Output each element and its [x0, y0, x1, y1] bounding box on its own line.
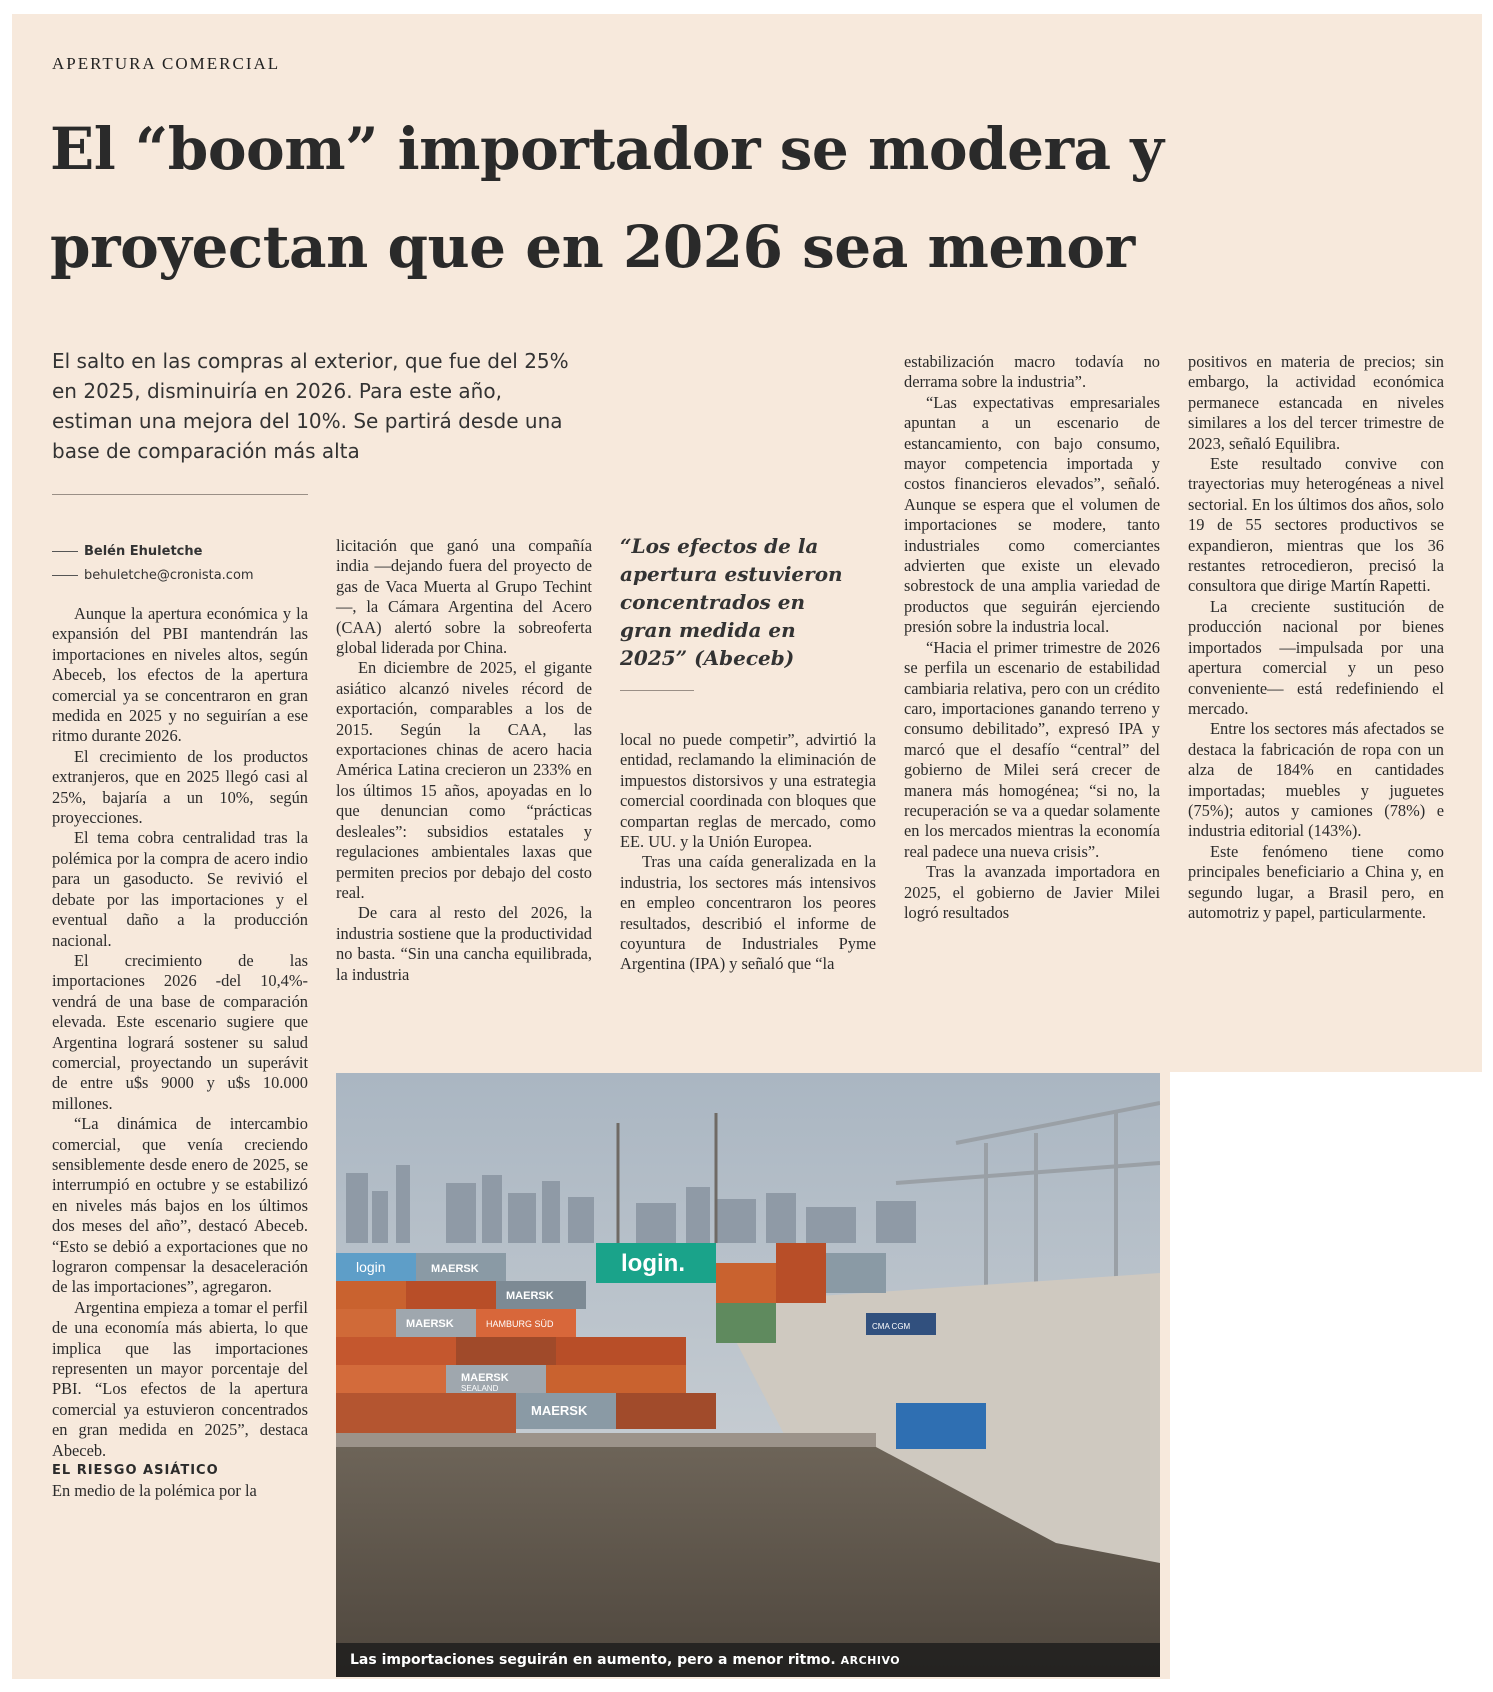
- subheading: EL RIESGO ASIÁTICO: [52, 1463, 219, 1479]
- pull-quote-divider: [620, 690, 694, 691]
- login-logo-small: login: [356, 1259, 386, 1275]
- login-logo-large: login.: [621, 1250, 685, 1277]
- headline: [50, 100, 1430, 296]
- paragraph: Tras una caída generalizada en la industria, los sectores más intensivos en empleo concentraron los peores resultados, describió el informe de coyuntura de Industriales Pyme Argentina (IPA) y señaló que “la: [620, 852, 876, 974]
- paragraph: De cara al resto del 2026, la industria sostiene que la productividad no basta. “Sin una cancha equilibrada, la industria: [336, 903, 592, 984]
- paragraph: “Hacia el primer trimestre de 2026 se perfila un escenario de estabilidad cambiaria relativa, pero con un crédito caro, importaciones ganando terreno y consumo debilitado”, expresó IPA y marcó que el desafío “central” del gobierno de Milei será crecer de manera más homogénea; “si no, la recuperación se va a quedar solamente en los mercados mientras la economía real padece una nueva crisis”.: [904, 637, 1160, 861]
- pull-quote: “Los efectos de la apertura estuvieron concentrados en gran medida en 2025” (Abeceb): [620, 534, 843, 670]
- paragraph: Entre los sectores más afectados se destaca la fabricación de ropa con un alza de 184% en cantidades importadas; muebles y juguetes (75%); autos y camiones (78%) e industria editorial (143%).: [1188, 719, 1444, 841]
- paragraph: “Las expectativas empresariales apuntan a un escenario de estancamiento, con bajo consumo, mayor competencia importada y costos financieros elevados”, señaló. Aunque se espera que el volumen de importaciones se modere, tanto industriales como comerciantes advierten que existe un elevado sobrestock de una amplia variedad de productos que seguirán ejerciendo presión sobre la industria local.: [904, 392, 1160, 637]
- paragraph: Argentina empieza a tomar el perfil de una economía más abierta, lo que implica que las importaciones representen un mayor porcentaje del PBI. “Los efectos de la apertura comercial ya estuvieron concentrados en gran medida en 2025”, destaca Abeceb.: [52, 1297, 308, 1460]
- article-column-2: [336, 536, 592, 985]
- sealand-logo: SEALAND: [461, 1384, 499, 1393]
- blue-container: [896, 1403, 986, 1449]
- photo-caption: [336, 1643, 1160, 1677]
- paragraph: licitación que ganó una compañía india —dejando fuera del proyecto de gas de Vaca Muerta al Grupo Techint—, la Cámara Argentina del Acero (CAA) alertó sobre la sobreoferta global liderada por China.: [336, 536, 592, 658]
- headline-line-1: El “boom” importador se modera y: [50, 115, 1164, 183]
- paragraph: La creciente sustitución de producción nacional por bienes importados —impulsada por una apertura comercial y un peso conveniente— está redefiniendo el mercado.: [1188, 596, 1444, 718]
- byline-dash: [52, 551, 78, 552]
- paragraph: Aunque la apertura económica y la expansión del PBI mantendrán las importaciones en niveles altos, según Abeceb, los efectos de la apertura comercial ya se concentraron en gran medida en 2025 y no seguirían a ese ritmo durante 2026.: [52, 604, 308, 746]
- lead-divider: [52, 494, 308, 495]
- paragraph: El crecimiento de las importaciones 2026 -del 10,4%- vendrá de una base de comparación elevada. Este escenario sugiere que Argentina logrará sostener su salud comercial, proyectando un superávit de entre u$s 9000 y u$s 10.000 millones.: [52, 950, 308, 1113]
- port-photo: [336, 1073, 1160, 1677]
- paragraph: El tema cobra centralidad tras la polémica por la compra de acero indio para un gasoducto. Se revivió el debate por las importaciones y el eventual daño a la producción nacional.: [52, 828, 308, 950]
- paragraph: En medio de la polémica por la: [52, 1481, 257, 1501]
- lead-paragraph: El salto en las compras al exterior, que fue del 25% en 2025, disminuiría en 2026. Para este año, estiman una mejora del 10%. Se partirá desde una base de comparación más alta: [52, 349, 569, 463]
- article-column-3: [620, 730, 876, 975]
- article-column-5: [1188, 352, 1444, 923]
- maersk-logo-left: MAERSK: [406, 1318, 454, 1330]
- paragraph: local no puede competir”, advirtió la entidad, reclamando la eliminación de impuestos distorsivos y una estrategia comercial coordinada con bloques que compartan reglas de mercado, como EE. UU. y la Unión Europea.: [620, 730, 876, 852]
- paragraph: El crecimiento de los productos extranjeros, que en 2025 llegó casi al 25%, bajaría a un 10%, según proyecciones.: [52, 746, 308, 828]
- caption-text: Las importaciones seguirán en aumento, pero a menor ritmo.: [350, 1652, 836, 1668]
- container-port-illustration: [336, 1073, 1160, 1677]
- author-name: Belén Ehuletche: [84, 544, 203, 559]
- author-email[interactable]: behuletche@cronista.com: [84, 568, 254, 583]
- maersk-logo-bottom: MAERSK: [531, 1403, 588, 1418]
- paragraph: positivos en materia de precios; sin embargo, la actividad económica permanece estancada en niveles similares a los del tercer trimestre de 2023, señaló Equilibra.: [1188, 352, 1444, 453]
- section-kicker: APERTURA COMERCIAL: [52, 54, 281, 73]
- article-column-4: [904, 352, 1160, 923]
- article-column-1: [52, 604, 308, 1502]
- hamburg-sud-logo: HAMBURG SÜD: [486, 1319, 554, 1329]
- maersk-logo-middle: MAERSK: [506, 1290, 554, 1302]
- headline-line-2: proyectan que en 2026 sea menor: [50, 213, 1135, 281]
- paragraph: Tras la avanzada importadora en 2025, el gobierno de Javier Milei logró resultados: [904, 862, 1160, 922]
- paragraph: Este resultado convive con trayectorias muy heterogéneas a nivel sectorial. En los últimos dos años, solo 19 de 55 sectores productivos se expandieron, mientras que los 36 restantes retrocedieron, precisó la consultora que dirige Martín Rapetti.: [1188, 454, 1444, 596]
- byline: [52, 540, 254, 588]
- paragraph: En diciembre de 2025, el gigante asiático alcanzó niveles récord de exportación, comparables a los de 2015. Según la CAA, las exportaciones chinas de acero hacia América Latina crecieron un 233% en los últimos 15 años, apoyadas en lo que denuncian como “prácticas desleales”: subsidios estatales y regulaciones ambientales laxas que permiten precios por debajo del costo real.: [336, 658, 592, 902]
- cma-cgm-logo: CMA CGM: [872, 1322, 911, 1331]
- paragraph: “La dinámica de intercambio comercial, que venía creciendo sensiblemente desde enero de 2025, se interrumpió en octubre y se estabilizó en niveles más bajos en los últimos dos meses del año”, destacó Abeceb. “Esto se debió a exportaciones que no lograron compensar la desaceleración de las importaciones”, agregaron.: [52, 1114, 308, 1297]
- byline-dash: [52, 575, 78, 576]
- paragraph: estabilización macro todavía no derrama sobre la industria”.: [904, 352, 1160, 392]
- paragraph: Este fenómeno tiene como principales beneficiario a China y, en segundo lugar, a Brasil pero, en automotriz y papel, particularmente.: [1188, 841, 1444, 922]
- photo-credit: ARCHIVO: [840, 1654, 901, 1667]
- maersk-logo-top: MAERSK: [431, 1263, 479, 1275]
- quay-edge: [336, 1433, 876, 1447]
- maersk-logo-sealand: MAERSK: [461, 1372, 509, 1384]
